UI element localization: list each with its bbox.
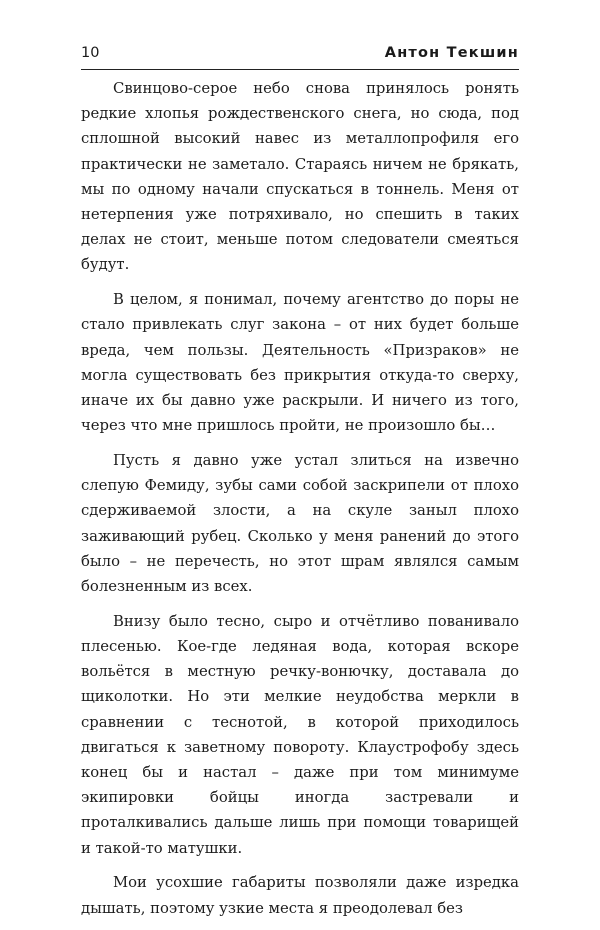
paragraph: Внизу было тесно, сыро и отчётливо пованивало плесенью. Кое-где ледяная вода, которая вскоре вольётся в местную речку-вонючку, доставала до щиколотки. Но эти мелкие неудобства меркли в сравнении с теснотой, в которой приходилось двигаться к заветному повороту. Клаустрофобу здесь конец бы и настал – даже при том минимуме экипировки бойцы иногда застревали и проталкивались дальше лишь при помощи товарищей и такой-то матушки. xyxy=(81,612,519,857)
running-head-author: Антон Текшин xyxy=(384,45,519,61)
header-rule xyxy=(81,69,519,70)
paragraph: Свинцово-серое небо снова принялось ронять редкие хлопья рождественского снега, но сюда, под сплошной высокий навес из металлопрофиля его практически не заметало. Стараясь ничем не брякать, мы по одному начали спускаться в тоннель. Меня от нетерпения уже потряхивало, но спешить в таких делах не стоит, меньше потом следователи смеяться будут. xyxy=(81,80,519,274)
paragraph: Мои усохшие габариты позволяли даже изредка дышать, поэтому узкие места я преодолевал без xyxy=(81,874,519,917)
body-text xyxy=(81,76,519,930)
page-header xyxy=(81,45,519,67)
page-number: 10 xyxy=(81,45,100,61)
paragraph: В целом, я понимал, почему агентство до поры не стало привлекать слуг закона – от них будет больше вреда, чем пользы. Деятельность «Призраков» не могла существовать без прикрытия откуда-то сверху, иначе их бы давно уже раскрыли. И ничего из того, через что мне пришлось пройти, не произошло бы… xyxy=(81,291,519,435)
paragraph: Пусть я давно уже устал злиться на извечно слепую Фемиду, зубы сами собой заскрипели от плохо сдерживаемой злости, а на скуле заныл плохо заживающий рубец. Сколько у меня ранений до этого было – не перечесть, но этот шрам являлся самым болезненным из всех. xyxy=(81,452,519,596)
